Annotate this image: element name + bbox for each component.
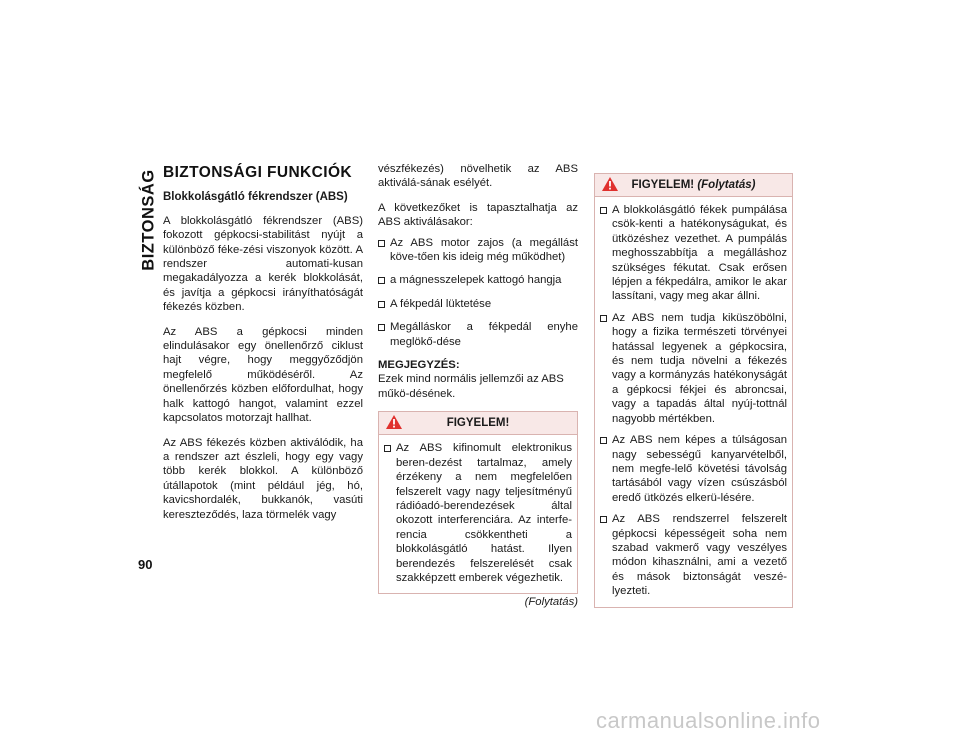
bullet-list [378, 236, 578, 349]
warning-list [384, 441, 572, 585]
warning-body [379, 435, 577, 593]
list-item [600, 203, 787, 304]
watermark: carmanualsonline.info [596, 708, 821, 733]
side-section-title-text: BIZTONSÁG [139, 169, 158, 271]
note-text: Ezek mind normális jellemzői az ABS műkö-désének. [378, 373, 564, 400]
list-item-text: Az ABS rendszerrel felszerelt gépkocsi képességeit soha nem szabad vakmerő vagy veszélyes módon kihasználni, ami a vezető és mások biztonságát veszé-lyezteti. [612, 513, 787, 598]
list-item-text: Az ABS nem tudja kiküszöbölni, hogy a fizika természeti törvényei hatással legyenek a gépkocsira, és nem tudja növelni a fékezés vagy a kormányzás hatékonyságát a gépkocsi fékjei és abroncsai, vagy a tapadás által nyúj-tottnál nagyobb mértékben. [612, 311, 787, 425]
square-bullet-icon [600, 516, 607, 523]
square-bullet-icon [600, 315, 607, 322]
list-item [378, 236, 578, 265]
warning-header [379, 412, 577, 435]
warning-triangle-icon [385, 414, 403, 430]
note [378, 358, 578, 401]
section-title: BIZTONSÁGI FUNKCIÓK [163, 164, 353, 181]
paragraph: vészfékezés) növelhetik az ABS aktiválá-sának esélyét. [378, 163, 578, 190]
column-2 [378, 162, 578, 610]
warning-triangle-icon [601, 176, 619, 192]
warning-box [378, 411, 578, 594]
warning-header [595, 174, 792, 197]
paragraph: Az ABS fékezés közben aktiválódik, ha a rendszer azt észleli, hogy egy vagy több kerék blokkol. A különböző útállapotok (mint például jég, hó, kavicshordalék, bukkanók, vasúti kereszteződés, laza törmelék vagy [163, 436, 363, 521]
square-bullet-icon [600, 437, 607, 444]
side-section-title [136, 160, 162, 280]
list-item-text: A fékpedál lüktetése [390, 297, 492, 310]
list-item-text: Az ABS motor zajos (a megállást köve-tően kis ideig még működhet) [390, 236, 578, 264]
list-item [378, 297, 578, 311]
list-item [600, 311, 787, 426]
list-item-text: A blokkolásgátló fékek pumpálása csök-kenti a hatékonyságukat, és ütközéshez vezethet. A pumpálás meghosszabbítja a megálláshoz szükséges fékutat. Csak erősen lépjen a fékpedálra, amikor le akar lassítani, vagy meg akar állni. [612, 204, 787, 303]
warning-list [600, 203, 787, 599]
list-item-text: a mágnesszelepek kattogó hangja [390, 274, 562, 287]
paragraph: A blokkolásgátló fékrendszer (ABS) fokozott gépkocsi-stabilitást nyújt a különböző féke-zési viszonyok között. A rendszer automati-kusan megakadályozza a kerék blokkolását, és javítja a gépkocsi irányíthatóságát fékezés közben. [163, 214, 363, 314]
square-bullet-icon [600, 207, 607, 214]
list-item [600, 433, 787, 505]
warning-box-continued [594, 173, 793, 608]
list-item [384, 441, 572, 585]
column-3 [594, 173, 793, 608]
warning-title-continued: (Folytatás) [697, 179, 756, 191]
list-item-text: Megálláskor a fékpedál enyhe meglökő-dése [390, 321, 578, 348]
list-item-text: Az ABS kifinomult elektronikus beren-dezést tartalmaz, amely érzékeny a nem megfelelően felszerelt vagy nagy teljesítményű rádióadó-berendezések által okozott interferenciára. Az interfe-rencia csökkentheti a blokkolásgátló hatást. Ilyen berendezés felszerelését csak szakképzett emberek végezhetik. [396, 442, 572, 584]
warning-body [595, 197, 792, 607]
continued-note: (Folytatás) [524, 596, 578, 609]
note-label: MEGJEGYZÉS: [378, 359, 460, 372]
list-item [378, 273, 578, 287]
list-item-text: Az ABS nem képes a túlságosan nagy sebességű kanyarvételből, nem megfe-lelő követési távolság tartásából vagy vízen csúszásból eredő ütközés elkerü-lésére. [612, 434, 787, 504]
square-bullet-icon [378, 301, 385, 308]
square-bullet-icon [378, 277, 385, 284]
paragraph: Az ABS a gépkocsi minden elindulásakor egy önellenőrző ciklust hajt végre, hogy meggyőződjön megfelelő működéséről. Az önellenőrzés közben előfordulhat, hogy halk kattogó hangot, valamint ezzel kapcsolatos motorzajt hallhat. [163, 325, 363, 425]
warning-title: FIGYELEM! [631, 179, 695, 191]
page-number: 90 [138, 557, 153, 572]
square-bullet-icon [378, 240, 385, 247]
paragraph: A következőket is tapasztalhatja az ABS aktiválásakor: [378, 201, 578, 229]
square-bullet-icon [378, 324, 385, 331]
list-item [378, 320, 578, 349]
warning-title: FIGYELEM! [446, 417, 510, 430]
square-bullet-icon [384, 445, 391, 452]
column-1 [163, 166, 363, 532]
subsection-title: Blokkolásgátló fékrendszer (ABS) [163, 191, 348, 204]
list-item [600, 512, 787, 598]
